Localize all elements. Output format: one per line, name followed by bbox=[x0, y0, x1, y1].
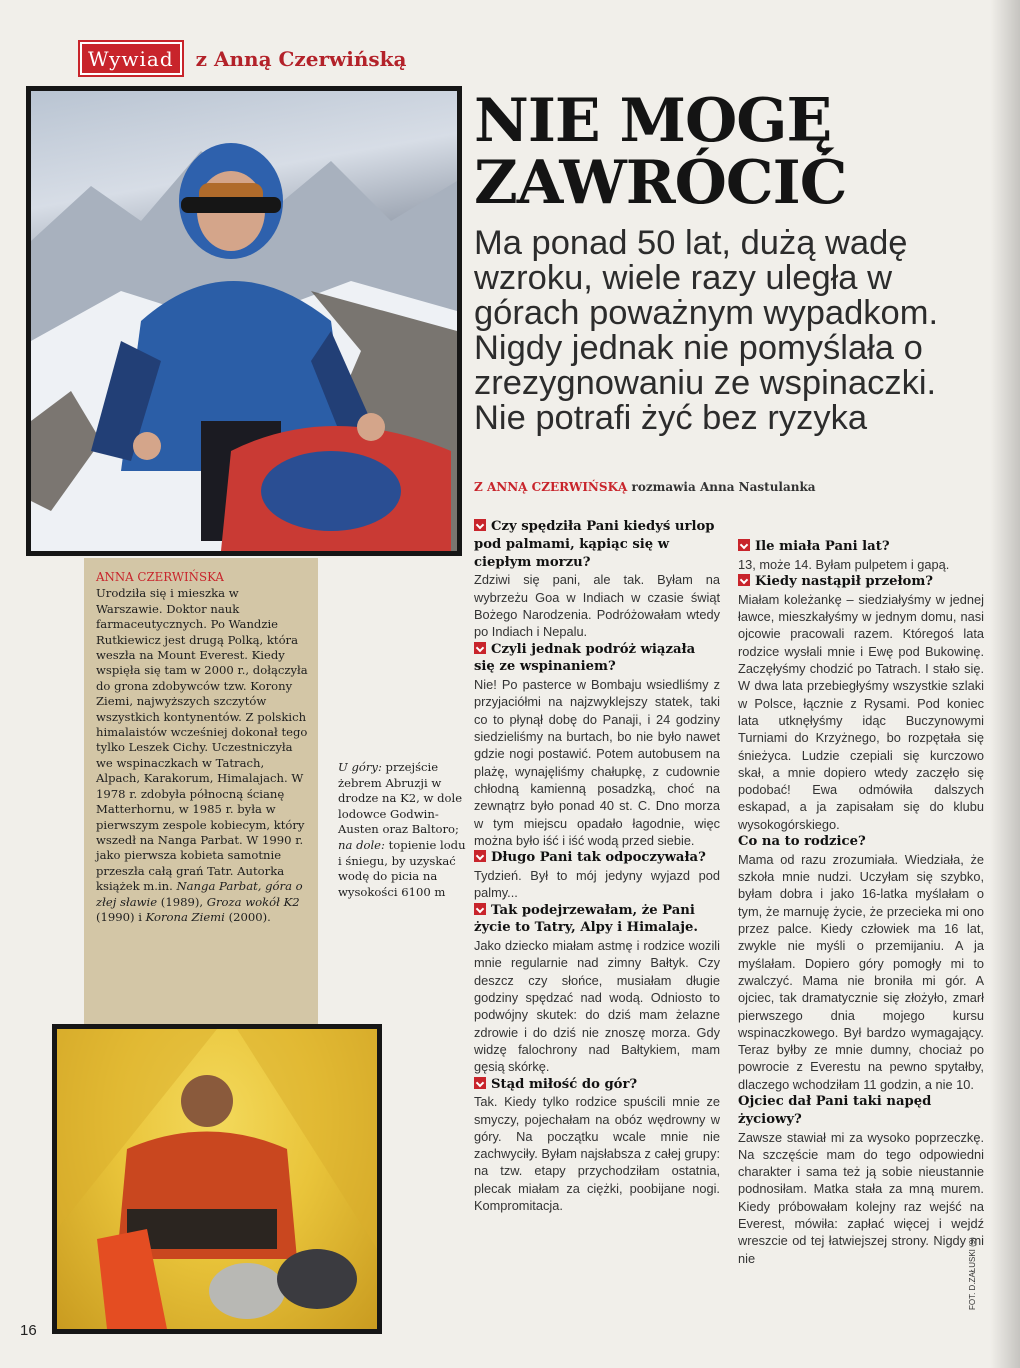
article-lead: Ma ponad 50 lat, dużą wadę wzroku, wiele razy uległa w górach poważnym wypadkom. Nigdy jednak nie pomyślała o zrezygnowaniu ze wspinaczki. Nie potrafi żyć bez ryzyka bbox=[474, 224, 939, 437]
answer: Tydzień. Był to mój jedyny wyjazd pod palmy... bbox=[474, 867, 720, 901]
question-marker-icon bbox=[738, 539, 750, 551]
byline-interviewer: rozmawia Anna Nastulanka bbox=[627, 480, 816, 494]
question-text: Ile miała Pani lat? bbox=[755, 539, 890, 554]
page-edge-shadow bbox=[990, 0, 1020, 1368]
qa-block bbox=[738, 1093, 984, 1267]
bio-year-2: (1990) i bbox=[96, 909, 146, 924]
qa-block bbox=[738, 833, 984, 1093]
question-text: Czy spędziła Pani kiedyś urlop pod palmami, kąpiąc się w ciepłym morzu? bbox=[474, 519, 715, 570]
question-text: Ojciec dał Pani taki napęd życiowy? bbox=[738, 1094, 932, 1127]
section-subtitle: z Anną Czerwińską bbox=[195, 46, 407, 71]
byline-interviewee: Z ANNĄ CZERWIŃSKĄ bbox=[474, 480, 628, 494]
caption-text bbox=[338, 760, 468, 900]
answer: 13, może 14. Byłam pulpetem i gapą. bbox=[738, 556, 950, 572]
photo-credit: FOT. D.ZAŁUSKI (9) bbox=[968, 1237, 977, 1310]
question-text: Kiedy nastąpił przełom? bbox=[755, 574, 934, 590]
qa-block bbox=[474, 641, 720, 850]
answer: Nie! Po pasterce w Bombaju wsiedliśmy z przyjaciółmi na najzwyklejszy statek, taki co to płynął dobę do Panaji, i 24 godziny siedzieliśmy na burtach, bo nie było nawet gdzie nogi postawić. Potem autobusem na plażę, wynajęliśmy chałupkę, z cudownie chłodną kamienną posadzką, choć na zewnątrz było ponad 40 st. C. Dno morza w tym miejscu opadało łagodnie, więc można było iść i iść wodą przed siebie. bbox=[474, 677, 720, 848]
question bbox=[474, 849, 720, 867]
qa-block bbox=[474, 902, 720, 1076]
question bbox=[738, 538, 984, 556]
question bbox=[474, 1076, 720, 1094]
caption-text-top: przejście żebrem Abruzji w drodze na K2, w dole lodowce Godwin-Austen oraz Baltoro; bbox=[338, 760, 463, 837]
bio-body: Urodziła się i mieszka w Warszawie. Doktor nauk farmaceutycznych. Po Wandzie Rutkiewicz jest drugą Polką, która weszła na Mount Everest. Kiedy wspięła się tam w 2000 r., dołączyła do grona zdobywców tzw. Korony Ziemi, najwyższych szczytów wszystkich kontynentów. Z polskich himalaistów wcześniej dokonał tego tylko Leszek Cichy. Uczestniczyła we wspinaczkach w Tatrach, Alpach, Karakorum, Himalajach. W 1978 r. zdobyła północną ścianę Matterhornu, w 1985 r. była w pierwszym zespole kobiecym, który wszedł na Nanga Parbat. W 1990 r. jako pierwsza kobieta samotnie przeszła całą grań Tatr. Autorka książek m.in. bbox=[96, 586, 308, 894]
answer: Jako dziecko miałam astmę i rodzice wozili mnie regularnie nad zimny Bałtyk. Czy deszcz czy słońce, musiałam długie godziny spędzać nad wodą. Odniosto to podwójny skutek: do dziś mam żelazne zdrowie i do dziś nie znoszę morza. Gdy widzę falochrony nad Bałtykiem, mam gęsią skórkę. bbox=[474, 938, 720, 1075]
question bbox=[474, 902, 720, 938]
interview-column-1 bbox=[474, 518, 720, 1214]
tent-scene-illustration bbox=[57, 1029, 377, 1329]
bio-book-2: Groza wokół K2 bbox=[206, 894, 300, 909]
qa-block bbox=[738, 538, 984, 573]
question bbox=[738, 1093, 984, 1129]
question-marker-icon bbox=[474, 642, 486, 654]
question-text: Stąd miłość do gór? bbox=[491, 1076, 638, 1092]
caption-label-bottom: na dole: bbox=[338, 837, 385, 852]
answer: Zawsze stawiał mi za wysoko poprzeczkę. Na szczęście mam do tego odpowiedni charakter i sama też ją sobie nieustannie podnosiłam. Matka stała za mną murem. Kiedy próbowałam kolejny raz wejść na Everest, mówiła: zapłać więcej i wejdź wreszcie od tej łatwiejszej strony. Nigdy mi nie bbox=[738, 1129, 984, 1266]
photo-caption bbox=[338, 760, 468, 900]
question-marker-icon bbox=[474, 519, 486, 531]
bio-year-1: (1989), bbox=[157, 894, 207, 909]
qa-block bbox=[474, 518, 720, 641]
article-byline bbox=[474, 480, 994, 494]
photo-tent-melting-snow bbox=[52, 1024, 382, 1334]
page-number: 16 bbox=[20, 1322, 37, 1339]
question bbox=[474, 641, 720, 677]
caption-text-bottom: topienie lodu i śniegu, by uzyskać wodę do picia na wysokości 6100 m bbox=[338, 837, 466, 899]
answer: Miałam koleżankę – siedziałyśmy w jednej ławce, mieszkałyśmy w jednym domu, nasi ojcowie pracowali razem. Któregoś lata rodzice wysłali mnie i Ewę pod Bukowinę. Zaczęłyśmy chodzić po Tatrach. I stało się. W dwa lata przebiegłyśmy wszystkie szlaki w Polsce, łącznie z Rysami. Pod koniec lata utknęłyśmy idąc Buczynowymi Turniami do Krzyżnego, bo rozpętała się śnieżyca. Ludzie czepiali się kurczowo skał, a mnie dopiero wtedy zaczęło się podobać! Ewa odmówiła dalszych eskapad, a ja zapisałam się do klubu wysokogórskiego. bbox=[738, 591, 984, 832]
section-tag: Wywiad bbox=[78, 40, 184, 77]
mountain-scene-illustration bbox=[31, 91, 457, 551]
qa-block bbox=[738, 573, 984, 833]
bio-name: ANNA CZERWIŃSKA bbox=[96, 570, 224, 584]
answer: Zdziwi się pani, ale tak. Byłam na wybrzeżu Goa w Indiach w czasie świąt Bożego Narodzenia. Podróżowałam wtedy po Indiach i Nepalu. bbox=[474, 572, 720, 640]
question-marker-icon bbox=[474, 850, 486, 862]
qa-block bbox=[474, 849, 720, 901]
bio-text bbox=[96, 586, 308, 925]
bio-year-3: (2000). bbox=[224, 909, 271, 924]
article-title: NIE MOGĘ ZAWRÓCIĆ bbox=[474, 86, 847, 218]
qa-block bbox=[474, 1076, 720, 1215]
section-header bbox=[78, 40, 406, 77]
question-text: Tak podejrzewałam, że Pani życie to Tatry, Alpy i Himalaje. bbox=[474, 902, 698, 936]
bio-book-3: Korona Ziemi bbox=[145, 909, 225, 924]
caption-label-top: U góry: bbox=[338, 760, 382, 774]
question-text: Co na to rodzice? bbox=[738, 834, 866, 850]
bio-book-1: Nanga Parbat, góra o złej sławie bbox=[96, 879, 303, 909]
answer: Mama od razu zrozumiała. Wiedziała, że szkoła mnie nudzi. Uczyłam się szybko, byłam dobra i jako 16-latka myślałam o tym, że marnuję życie, że przecieka mi ono przez palce. Kiedy człowiek ma 16 lat, zwykle nie myśli o przemijaniu. A ja myślałam. Dopiero góry pomogły mi to zwalczyć. Mama nie broniła mi gór. A ojciec, tak dramatycznie się złożyło, zmarł pierwszego dnia mojego kursu wspinaczkowego. Był bardzo wymagający. Teraz byłby ze mnie dumny, chociaż po powrocie z Everestu na pewno spytałby, dlaczego wchodziłam 11 godzin, a nie 10. bbox=[738, 851, 984, 1092]
bio-sidebar bbox=[84, 558, 318, 1030]
question bbox=[738, 573, 984, 591]
photo-climber-on-k2 bbox=[26, 86, 462, 556]
interview-column-2 bbox=[738, 538, 984, 1267]
answer: Tak. Kiedy tylko rodzice spuścili mnie ze smyczy, pojechałam na obóz wędrowny w góry. Na początku wcale mnie nie zachwyciły. Byłam najsłabsza z całej grupy: na tzw. etapy przychodziłam ostatnia, plecak miałam za ciężki, poobijane nogi. Kompromitacja. bbox=[474, 1094, 720, 1214]
question-text: Czyli jednak podróż wiązała się ze wspinaniem? bbox=[474, 641, 696, 675]
question bbox=[474, 518, 720, 571]
question-marker-icon bbox=[474, 903, 486, 915]
question-marker-icon bbox=[474, 1077, 486, 1089]
question bbox=[738, 833, 984, 851]
question-text: Długo Pani tak odpoczywała? bbox=[491, 850, 706, 866]
question-marker-icon bbox=[738, 574, 750, 586]
